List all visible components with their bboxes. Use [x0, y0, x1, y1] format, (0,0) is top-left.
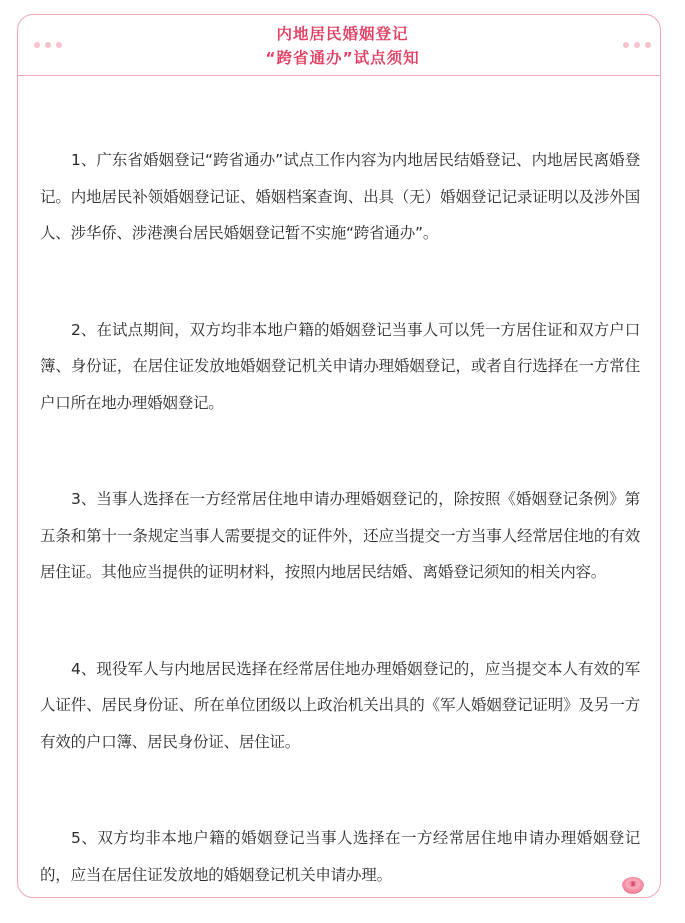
notice-body	[40, 142, 640, 893]
notice-paragraph-5: 5、双方均非本地户籍的婚姻登记当事人选择在一方经常居住地申请办理婚姻登记的，应当在居住证发放地的婚姻登记机关申请办理。	[40, 829, 640, 884]
header-divider	[17, 75, 661, 76]
title-line-1: 内地居民婚姻登记	[276, 25, 409, 43]
notice-paragraph-3: 3、当事人选择在一方经常居住地申请办理婚姻登记的，除按照《婚姻登记条例》第五条和第十一条规定当事人需要提交的证件外，还应当提交一方当事人经常居住地的有效居住证。其他应当提供的证明材料，按照内地居民结婚、离婚登记须知的相关内容。	[40, 490, 640, 581]
page-title	[0, 22, 685, 70]
rose-icon	[620, 873, 646, 895]
notice-paragraph-1: 1、广东省婚姻登记“跨省通办”试点工作内容为内地居民结婚登记、内地居民离婚登记。内地居民补领婚姻登记证、婚姻档案查询、出具（无）婚姻登记记录证明以及涉外国人、涉华侨、涉港澳台居民婚姻登记暂不实施“跨省通办”。	[40, 151, 640, 242]
notice-paragraph-4: 4、现役军人与内地居民选择在经常居住地办理婚姻登记的，应当提交本人有效的军人证件、居民身份证、所在单位团级以上政治机关出具的《军人婚姻登记证明》及另一方有效的户口簿、居民身份证、居住证。	[40, 659, 640, 751]
notice-paragraph-2: 2、在试点期间，双方均非本地户籍的婚姻登记当事人可以凭一方居住证和双方户口簿、身份证，在居住证发放地婚姻登记机关申请办理婚姻登记，或者自行选择在一方常住户口所在地办理婚姻登记。	[40, 320, 640, 412]
title-line-2: “跨省通办”试点须知	[265, 49, 420, 67]
